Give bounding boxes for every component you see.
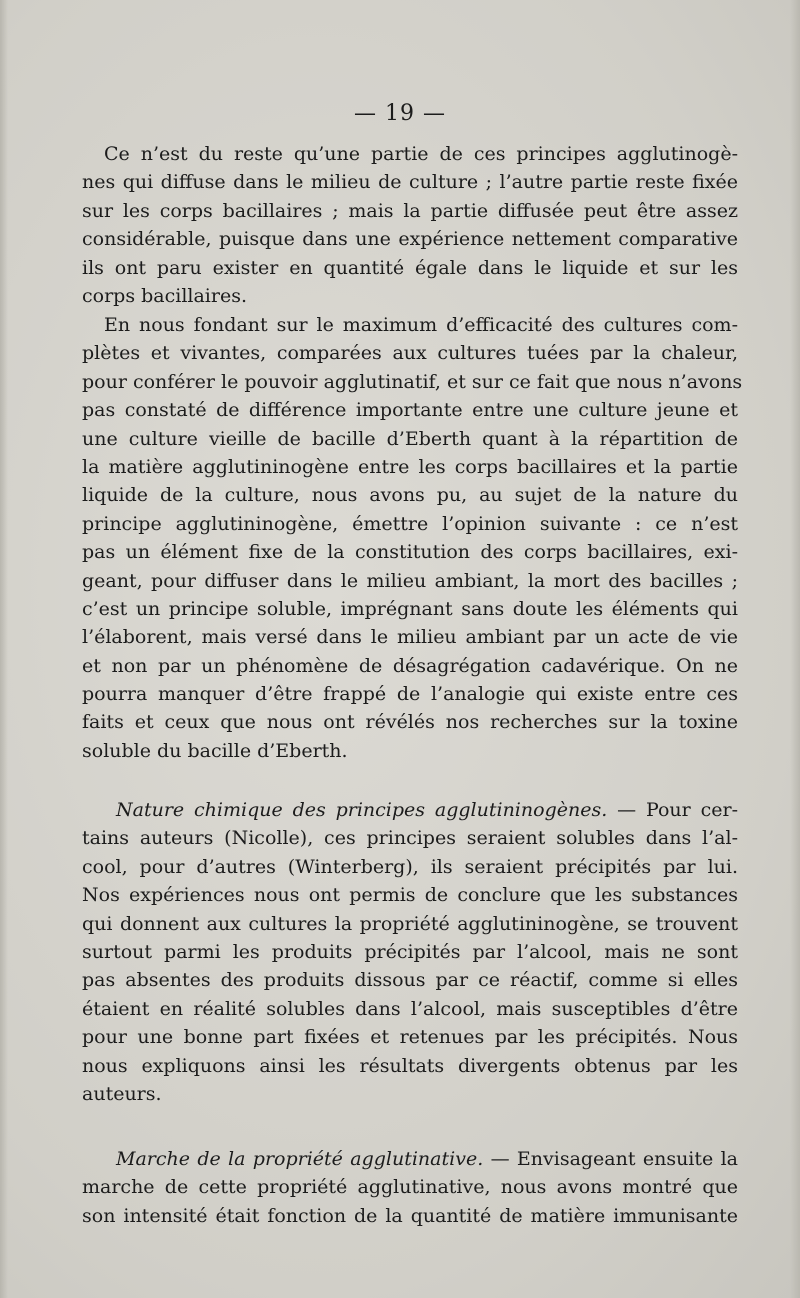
text-line: soluble du bacille d’Eberth. bbox=[82, 739, 348, 762]
text-line: l’élaborent, mais versé dans le milieu ambiant par un acte de vie bbox=[82, 626, 738, 649]
text-line: la matière agglutininogène entre les corps bacillaires et la partie bbox=[82, 455, 738, 478]
text-line: Nos expériences nous ont permis de conclure que les substances bbox=[82, 884, 738, 907]
text-line: son intensité était fonction de la quantité de matière immunisante bbox=[82, 1204, 738, 1227]
text-line: Ce n’est du reste qu’une partie de ces principes agglutinogè- bbox=[104, 143, 738, 165]
heading-continuation: — Pour cer- bbox=[607, 799, 739, 821]
text-line: tains auteurs (Nicolle), ces principes seraient solubles dans l’al- bbox=[82, 827, 738, 850]
text-line: ils ont paru exister en quantité égale dans le liquide et sur les bbox=[82, 256, 738, 279]
paragraph-agglutinogenic-diffusion bbox=[82, 140, 738, 310]
text-line: nes qui diffuse dans le milieu de culture ; l’autre partie reste fixée bbox=[82, 171, 738, 194]
section-heading-marche: Marche de la propriété agglutinative. bbox=[116, 1148, 484, 1170]
text-line: pourra manquer d’être frappé de l’analogie qui existe entre ces bbox=[82, 683, 738, 706]
text-line: pas un élément fixe de la constitution des corps bacillaires, exi- bbox=[82, 541, 738, 564]
heading-continuation: — Envisageant ensuite la bbox=[483, 1148, 738, 1170]
text-line: pour une bonne part fixées et retenues par les précipités. Nous bbox=[82, 1026, 738, 1049]
text-line: sur les corps bacillaires ; mais la partie diffusée peut être assez bbox=[82, 199, 738, 222]
page-edge-shadow-right bbox=[790, 0, 800, 1298]
text-line: pour conférer le pouvoir agglutinatif, et sur ce fait que nous n’avons bbox=[82, 370, 743, 393]
text-line: plètes et vivantes, comparées aux cultures tuées par la chaleur, bbox=[82, 342, 738, 365]
text-line: pas constaté de différence importante entre une culture jeune et bbox=[82, 399, 738, 422]
text-line: c’est un principe soluble, imprégnant sans doute les éléments qui bbox=[82, 597, 738, 620]
text-line: corps bacillaires. bbox=[82, 284, 247, 307]
section-heading-line bbox=[82, 1145, 738, 1173]
paragraph-chemical-nature bbox=[82, 796, 738, 1108]
text-line: considérable, puisque dans une expérience nettement comparative bbox=[82, 228, 738, 251]
text-line: une culture vieille de bacille d’Eberth quant à la répartition de bbox=[82, 427, 738, 450]
text-line: étaient en réalité solubles dans l’alcool, mais susceptibles d’être bbox=[82, 997, 738, 1020]
text-line: liquide de la culture, nous avons pu, au sujet de la nature du bbox=[82, 484, 738, 507]
text-line: nous expliquons ainsi les résultats divergents obtenus par les bbox=[82, 1054, 738, 1077]
text-line: cool, pour d’autres (Winterberg), ils seraient précipités par lui. bbox=[82, 855, 738, 878]
paragraph-soluble-principle bbox=[82, 311, 743, 765]
text-line: qui donnent aux cultures la propriété agglutininogène, se trouvent bbox=[82, 912, 738, 935]
page-edge-shadow-left bbox=[0, 0, 8, 1298]
text-line: marche de cette propriété agglutinative, nous avons montré que bbox=[82, 1176, 738, 1199]
text-line: pas absentes des produits dissous par ce réactif, comme si elles bbox=[82, 969, 738, 992]
text-line: surtout parmi les produits précipités par l’alcool, mais ne sont bbox=[82, 940, 738, 963]
section-heading-nature-chimique: Nature chimique des principes agglutininogènes. bbox=[116, 799, 608, 821]
text-line: principe agglutininogène, émettre l’opinion suivante : ce n’est bbox=[82, 512, 738, 535]
page-number: — 19 — bbox=[354, 101, 446, 126]
text-line: faits et ceux que nous ont révélés nos recherches sur la toxine bbox=[82, 711, 738, 734]
text-line: geant, pour diffuser dans le milieu ambiant, la mort des bacilles ; bbox=[82, 569, 738, 592]
paragraph-agglutinative-property bbox=[82, 1145, 738, 1230]
text-line: En nous fondant sur le maximum d’efficacité des cultures com- bbox=[104, 314, 738, 336]
text-line: auteurs. bbox=[82, 1082, 162, 1105]
text-line: et non par un phénomène de désagrégation cadavérique. On ne bbox=[82, 654, 738, 677]
section-heading-line bbox=[82, 796, 738, 824]
